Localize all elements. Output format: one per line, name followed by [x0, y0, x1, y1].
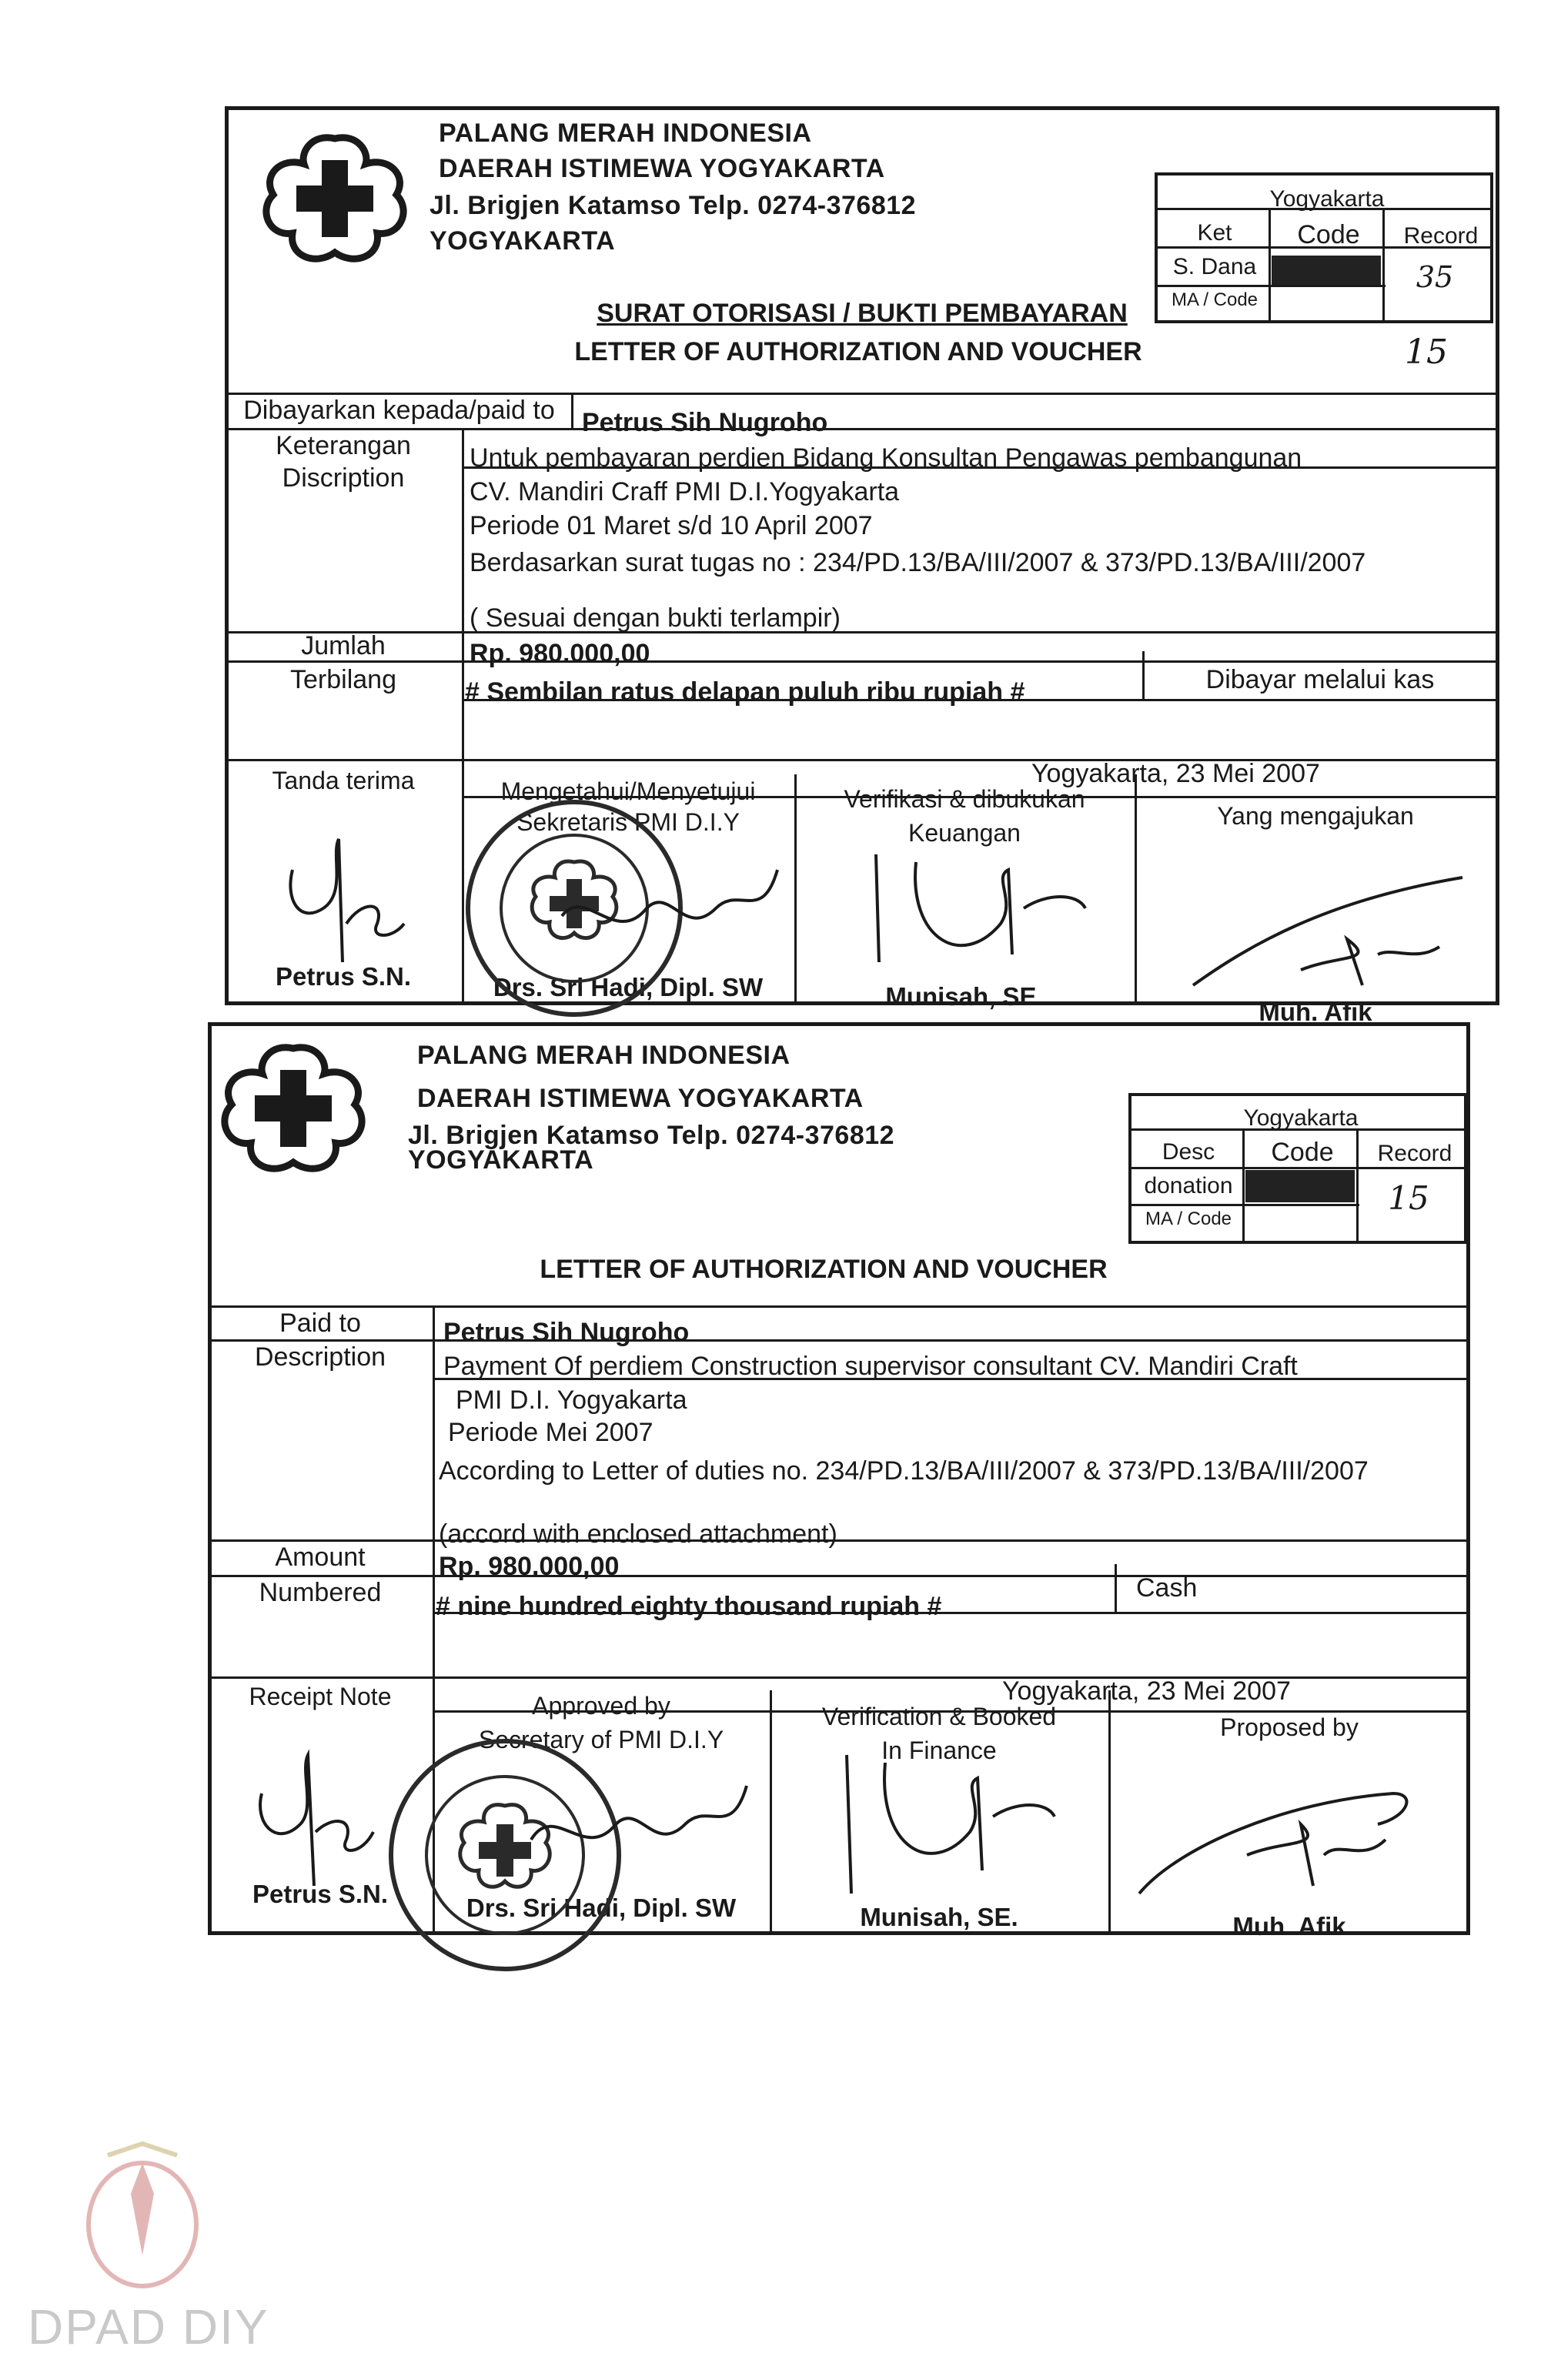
signature-receiver: [277, 808, 416, 978]
org-city-line: YOGYAKARTA: [408, 1145, 594, 1175]
sig-name-proposer: Muh. Afik: [1258, 998, 1372, 1026]
sig-name-approver: Drs. Sri Hadi, Dipl. SW: [466, 1894, 737, 1922]
description-line-4: Berdasarkan surat tugas no : 234/PD.13/BA/III/2007 & 373/PD.13/BA/III/2007: [470, 548, 1366, 577]
description-line-5: ( Sesuai dengan bukti terlampir): [470, 603, 841, 633]
paid-to-value: Petrus Sih Nugroho: [582, 408, 828, 437]
sig-name-receiver: Petrus S.N.: [252, 1880, 389, 1908]
description-line-2: PMI D.I. Yogyakarta: [456, 1386, 687, 1415]
sig-header-receiver: Receipt Note: [249, 1683, 392, 1710]
org-name-line: PALANG MERAH INDONESIA: [439, 119, 812, 148]
description-line-1: Untuk pembayaran perdien Bidang Konsultan Pengawas pembangunan: [470, 443, 1302, 473]
description-label-en: Discription: [282, 463, 405, 493]
signature-verifier: [839, 1747, 1070, 1901]
org-city-line: YOGYAKARTA: [430, 226, 616, 256]
sig-name-verifier: Munisah, SE.: [860, 1903, 1018, 1931]
code-box-header: Yogyakarta: [1243, 1105, 1359, 1131]
spelled-amount-value: # Sembilan ratus delapan puluh ribu rupiah #: [465, 677, 1025, 707]
code-col-code: Code: [1297, 220, 1360, 249]
sig-header-proposer: Proposed by: [1220, 1713, 1359, 1741]
code-col-desc: Desc: [1162, 1139, 1215, 1165]
amount-label: Amount: [275, 1543, 366, 1572]
place-date: Yogyakarta, 23 Mei 2007: [1031, 759, 1320, 788]
code-box-header: Yogyakarta: [1269, 186, 1385, 212]
sig-name-verifier: Munisah, SE.: [885, 982, 1044, 1011]
description-line-4: According to Letter of duties no. 234/PD.13/BA/III/2007 & 373/PD.13/BA/III/2007: [439, 1456, 1369, 1486]
spelled-amount-label: Terbilang: [290, 665, 396, 694]
sig-name-proposer: Muh. Afik: [1232, 1912, 1346, 1940]
description-line-3: Periode Mei 2007: [448, 1418, 653, 1447]
sig-subheader-verifier: In Finance: [881, 1737, 997, 1764]
description-line-3: Periode 01 Maret s/d 10 April 2007: [470, 511, 873, 540]
doc-title-en: LETTER OF AUTHORIZATION AND VOUCHER: [574, 337, 1142, 366]
payment-method: Cash: [1136, 1573, 1198, 1603]
paid-to-label: Paid to: [279, 1309, 361, 1338]
sig-header-approver: Mengetahui/Menyetujui: [500, 777, 756, 805]
signature-approver: [523, 1770, 754, 1878]
description-line-5: (accord with enclosed attachment): [439, 1519, 837, 1549]
paid-to-label: Dibayarkan kepada/paid to: [243, 396, 555, 425]
description-line-1: Payment Of perdiem Construction supervisor consultant CV. Mandiri Craft: [443, 1352, 1298, 1381]
org-region-line: DAERAH ISTIMEWA YOGYAKARTA: [439, 154, 885, 183]
description-line-2: CV. Mandiri Craff PMI D.I.Yogyakarta: [470, 477, 900, 506]
signature-receiver: [246, 1740, 385, 1894]
pmi-cross-logo: [254, 129, 416, 268]
sig-subheader-approver: Secretary of PMI D.I.Y: [478, 1726, 724, 1753]
org-region-line: DAERAH ISTIMEWA YOGYAKARTA: [417, 1084, 864, 1113]
code-row-sdana: S. Dana: [1172, 254, 1257, 279]
code-row-ma: MA / Code: [1171, 289, 1258, 310]
code-row-donation: donation: [1144, 1173, 1233, 1198]
code-col-ket: Ket: [1197, 220, 1232, 246]
sig-name-receiver: Petrus S.N.: [275, 962, 412, 991]
sig-name-approver: Drs. Sri Hadi, Dipl. SW: [493, 973, 764, 1001]
amount-value: Rp. 980.000,00: [439, 1552, 620, 1581]
payment-method: Dibayar melalui kas: [1205, 665, 1435, 694]
spelled-amount-label: Numbered: [259, 1578, 382, 1607]
pmi-cross-logo: [212, 1039, 374, 1178]
org-name-line: PALANG MERAH INDONESIA: [417, 1041, 791, 1070]
signature-approver: [554, 854, 785, 962]
sig-header-verifier: Verification & Booked: [821, 1703, 1057, 1730]
signature-proposer: [1131, 1770, 1424, 1909]
sig-header-verifier: Verifikasi & dibukukan: [844, 785, 1085, 813]
sig-header-approver: Approved by: [532, 1692, 670, 1720]
dpad-emblem-icon: [77, 2140, 208, 2294]
amount-label: Jumlah: [301, 631, 386, 660]
redacted-code: [1245, 1170, 1355, 1202]
place-date: Yogyakarta, 23 Mei 2007: [1002, 1676, 1291, 1706]
amount-value: Rp. 980.000,00: [470, 639, 650, 668]
watermark-text: DPAD DIY: [28, 2299, 269, 2355]
org-address-line: Jl. Brigjen Katamso Telp. 0274-376812: [430, 191, 917, 220]
sig-subheader-approver: Sekretaris PMI D.I.Y: [516, 808, 740, 836]
doc-title-en: LETTER OF AUTHORIZATION AND VOUCHER: [540, 1255, 1108, 1284]
sig-header-proposer: Yang mengajukan: [1217, 802, 1414, 830]
signature-verifier: [870, 847, 1101, 978]
code-row-ma: MA / Code: [1145, 1208, 1232, 1229]
doc-title-id: SURAT OTORISASI / BUKTI PEMBAYARAN: [597, 299, 1128, 328]
record-handwritten: 35: [1416, 260, 1454, 294]
signature-proposer: [1185, 870, 1478, 1001]
spelled-amount-value: # nine hundred eighty thousand rupiah #: [436, 1592, 942, 1621]
paid-to-value: Petrus Sih Nugroho: [443, 1318, 690, 1347]
description-label: Description: [254, 1342, 386, 1372]
code-col-record: Record: [1377, 1141, 1452, 1166]
record-handwritten: 15: [1388, 1179, 1429, 1217]
side-number: 15: [1405, 333, 1448, 372]
org-address-line: Jl. Brigjen Katamso Telp. 0274-376812: [408, 1121, 895, 1150]
code-col-code: Code: [1271, 1138, 1334, 1167]
code-col-record: Record: [1403, 223, 1479, 249]
sig-header-receiver: Tanda terima: [272, 767, 415, 794]
description-label-id: Keterangan: [276, 431, 411, 460]
sig-subheader-verifier: Keuangan: [908, 819, 1021, 847]
redacted-code: [1272, 256, 1381, 285]
